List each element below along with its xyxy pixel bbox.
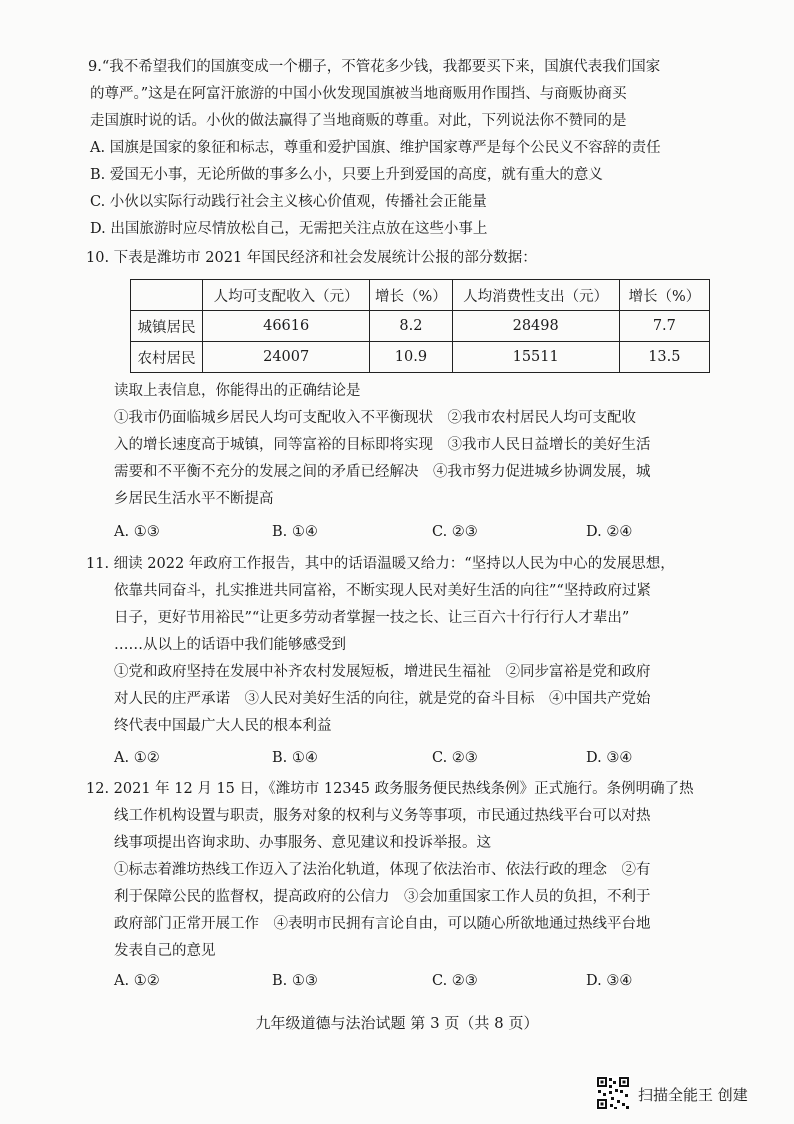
q11-options	[114, 745, 674, 772]
table-cell: 10.9	[370, 342, 452, 373]
q12-option-b: B. ①③	[272, 973, 318, 989]
q10-prompt: 读取上表信息，你能得出的正确结论是	[114, 383, 361, 399]
q12-options	[114, 968, 674, 995]
q12-stem-line-3: 线事项提出咨询求助、办事服务、意见建议和投诉举报。这	[114, 835, 491, 851]
statistics-table	[130, 279, 710, 373]
q11-option-b: B. ①④	[272, 750, 318, 766]
table-row	[131, 342, 710, 373]
question-10-stem	[86, 245, 726, 272]
question-12	[86, 776, 726, 965]
table-cell: 农村居民	[131, 342, 203, 373]
q11-option-a: A. ①②	[114, 750, 160, 766]
question-10-body	[114, 378, 714, 513]
q9-option-a: A. 国旗是国家的象征和标志，尊重和爱护国旗、维护国家尊严是每个公民义不容辞的责任	[90, 140, 661, 156]
page-footer: 九年级道德与法治试题 第 3 页（共 8 页）	[255, 1014, 539, 1032]
q12-option-a: A. ①②	[114, 973, 160, 989]
scanner-brand-text: 扫描全能王 创建	[638, 1086, 748, 1104]
q11-stem-line-1: 11. 细读 2022 年政府工作报告，其中的话语温暖又给力：“坚持以人民为中心的发展思想，	[86, 556, 675, 572]
q12-statement-line-4: 发表自己的意见	[114, 943, 216, 959]
q10-option-b: B. ①④	[272, 524, 318, 540]
table-header-row	[131, 280, 710, 311]
q10-stem: 10. 下表是潍坊市 2021 年国民经济和社会发展统计公报的部分数据：	[86, 250, 537, 266]
table-header-cell: 增长（%）	[370, 280, 452, 311]
table-cell: 24007	[203, 342, 370, 373]
q12-statement-line-3: 政府部门正常开展工作 ④表明市民拥有言论自由，可以随心所欲地通过热线平台地	[114, 916, 651, 932]
question-9	[88, 54, 728, 243]
question-11	[86, 551, 726, 740]
q10-option-d: D. ②④	[586, 524, 633, 540]
table-cell: 28498	[452, 311, 619, 342]
q12-stem-line-1: 12. 2021 年 12 月 15 日，《潍坊市 12345 政务服务便民热线条例》正式施行。条例明确了热	[86, 781, 694, 797]
q11-stem-line-3: 日子，更好节用裕民”“让更多劳动者掌握一技之长、让三百六十行行行人才辈出”	[114, 610, 630, 626]
q10-statement-line-1: ①我市仍面临城乡居民人均可支配收入不平衡现状 ②我市农村居民人均可支配收	[114, 410, 636, 426]
q11-statement-line-2: 对人民的庄严承诺 ③人民对美好生活的向往，就是党的奋斗目标 ④中国共产党始	[114, 691, 651, 707]
q10-statement-line-3: 需要和不平衡不充分的发展之间的矛盾已经解决 ④我市努力促进城乡协调发展，城	[114, 464, 651, 480]
q12-option-c: C. ②③	[432, 973, 478, 989]
q11-statement-line-3: 终代表中国最广大人民的根本利益	[114, 718, 332, 734]
table-header-cell	[131, 280, 203, 311]
q12-statement-line-1: ①标志着潍坊热线工作迈入了法治化轨道，体现了依法治市、依法行政的理念 ②有	[114, 862, 651, 878]
q9-option-b: B. 爱国无小事，无论所做的事多么小，只要上升到爱国的高度，就有重大的意义	[90, 167, 603, 183]
q10-statement-line-2: 入的增长速度高于城镇，同等富裕的目标即将实现 ③我市人民日益增长的美好生活	[114, 437, 651, 453]
q9-stem-line-2: 的尊严。”这是在阿富汗旅游的中国小伙发现国旗被当地商贩用作围挡、与商贩协商买	[90, 86, 627, 102]
table-cell: 7.7	[619, 311, 709, 342]
q9-stem-line-1: 9.“我不希望我们的国旗变成一个棚子，不管花多少钱，我都要买下来，国旗代表我们国家	[88, 59, 661, 75]
q11-option-c: C. ②③	[432, 750, 478, 766]
q11-option-d: D. ③④	[586, 750, 633, 766]
scanner-watermark	[596, 1076, 786, 1114]
q11-stem-line-4: ……从以上的话语中我们能够感受到	[114, 637, 346, 653]
q10-statement-line-4: 乡居民生活水平不断提高	[114, 491, 274, 507]
q12-option-d: D. ③④	[586, 973, 633, 989]
table-cell: 8.2	[370, 311, 452, 342]
q12-stem-line-2: 线工作机构设置与职责，服务对象的权利与义务等事项，市民通过热线平台可以对热	[114, 808, 651, 824]
q11-stem-line-2: 依靠共同奋斗，扎实推进共同富裕，不断实现人民对美好生活的向往”“坚持政府过紧	[114, 583, 651, 599]
table-cell: 城镇居民	[131, 311, 203, 342]
table-cell: 15511	[452, 342, 619, 373]
table-header-cell: 人均消费性支出（元）	[452, 280, 619, 311]
q10-option-c: C. ②③	[432, 524, 478, 540]
q12-statement-line-2: 利于保障公民的监督权，提高政府的公信力 ③会加重国家工作人员的负担，不利于	[114, 889, 651, 905]
table-cell: 13.5	[619, 342, 709, 373]
q11-statement-line-1: ①党和政府坚持在发展中补齐农村发展短板，增进民生福祉 ②同步富裕是党和政府	[114, 664, 651, 680]
q10-option-a: A. ①③	[114, 524, 160, 540]
q10-options	[114, 519, 674, 546]
qr-code-icon	[596, 1076, 630, 1110]
q9-option-d: D. 出国旅游时应尽情放松自己，无需把关注点放在这些小事上	[90, 221, 488, 237]
table-cell: 46616	[203, 311, 370, 342]
table-header-cell: 人均可支配收入（元）	[203, 280, 370, 311]
q9-option-c: C. 小伙以实际行动践行社会主义核心价值观，传播社会正能量	[90, 194, 487, 210]
table-row	[131, 311, 710, 342]
q9-stem-line-3: 走国旗时说的话。小伙的做法赢得了当地商贩的尊重。对此，下列说法你不赞同的是	[90, 113, 627, 129]
table-header-cell: 增长（%）	[619, 280, 709, 311]
